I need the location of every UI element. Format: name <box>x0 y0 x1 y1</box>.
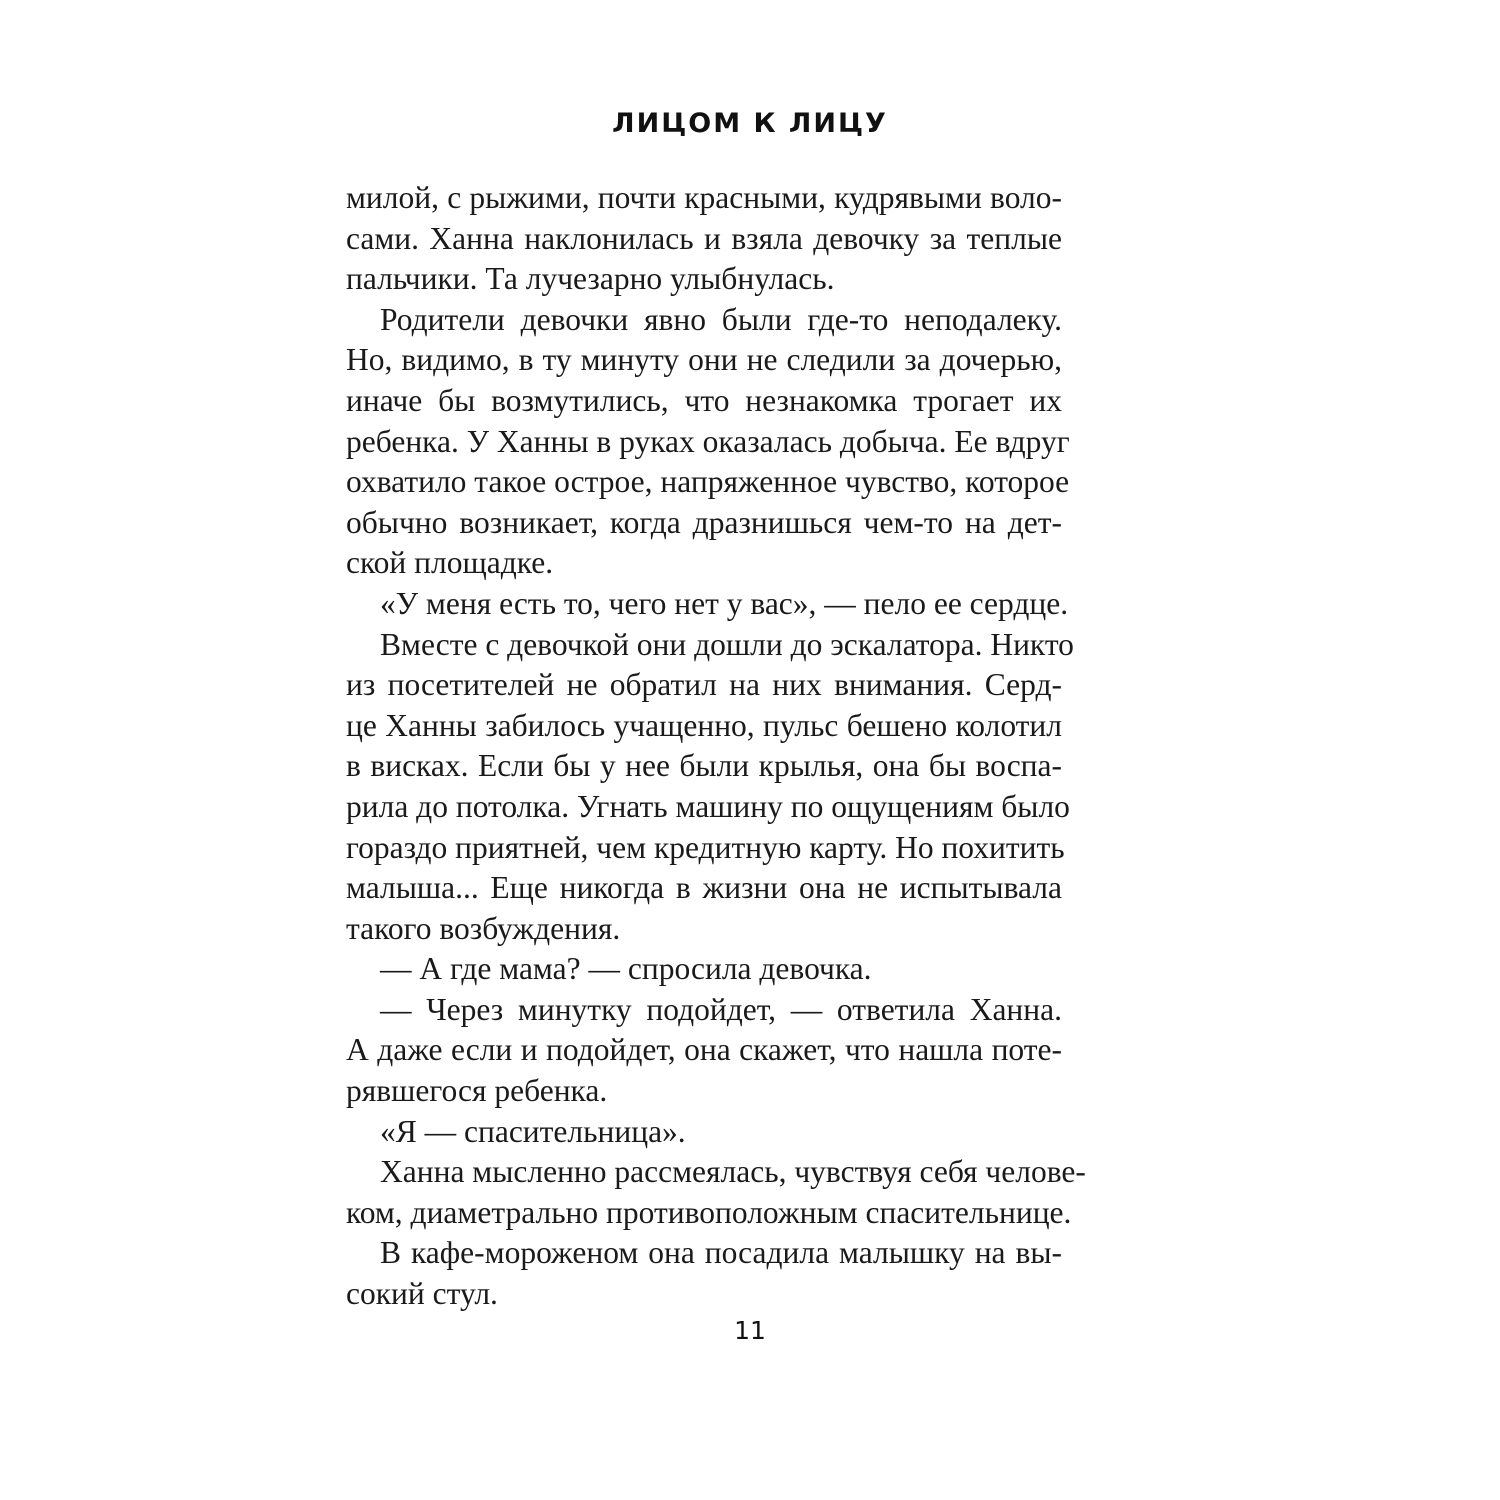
text-line: из посетителей не обратил на них внимания. Серд- <box>346 667 1062 703</box>
text-line: ребенка. У Ханны в руках оказалась добыча. Ее вдруг <box>346 423 1070 459</box>
text-line: В кафе-мороженом она посадила малышку на вы- <box>380 1235 1062 1271</box>
text-line: — А где мама? — спросила девочка. <box>380 951 872 987</box>
text-line: иначе бы возмутились, что незнакомка трогает их <box>346 382 1062 418</box>
text-line: рила до потолка. Угнать машину по ощущениям было <box>346 788 1070 824</box>
text-line: такого возбуждения. <box>346 910 621 946</box>
text-line: Родители девочки явно были где-то неподалеку. <box>380 301 1062 337</box>
text-line: сами. Ханна наклонилась и взяла девочку за теплые <box>346 220 1062 256</box>
text-line: А даже если и подойдет, она скажет, что нашла поте- <box>346 1032 1062 1068</box>
text-line: це Ханны забилось учащенно, пульс бешено колотил <box>346 707 1062 743</box>
text-line: «У меня есть то, чего нет у вас», — пело ее сердце. <box>380 585 1069 621</box>
text-line: в висках. Если бы у нее были крылья, она бы воспа- <box>346 748 1062 784</box>
text-line: Но, видимо, в ту минуту они не следили за дочерью, <box>346 342 1062 378</box>
text-line: Вместе с девочкой они дошли до эскалатора. Никто <box>380 626 1074 662</box>
text-line: Ханна мысленно рассмеялась, чувствуя себя челове- <box>380 1154 1086 1190</box>
body-text <box>346 178 1086 1315</box>
text-line: малыша... Еще никогда в жизни она не испытывала <box>346 870 1062 906</box>
text-line: — Через минутку подойдет, — ответила Ханна. <box>380 991 1062 1027</box>
running-title: ЛИЦОМ К ЛИЦУ <box>612 108 888 139</box>
text-line: обычно возникает, когда дразнишься чем-то на дет- <box>346 504 1062 540</box>
page-number: 11 <box>734 1316 766 1345</box>
text-line: ской площадке. <box>346 545 554 581</box>
text-line: гораздо приятней, чем кредитную карту. Но похитить <box>346 829 1065 865</box>
text-line: милой, с рыжими, почти красными, кудрявыми воло- <box>346 180 1062 215</box>
text-line: охватило такое острое, напряженное чувство, которое <box>346 464 1070 500</box>
text-line: ком, диаметрально противоположным спасительнице. <box>346 1194 1072 1230</box>
text-line: пальчики. Та лучезарно улыбнулась. <box>346 261 835 297</box>
text-line: рявшегося ребенка. <box>346 1073 608 1109</box>
text-line: сокий стул. <box>346 1276 498 1312</box>
text-line: «Я — спасительница». <box>380 1113 686 1149</box>
